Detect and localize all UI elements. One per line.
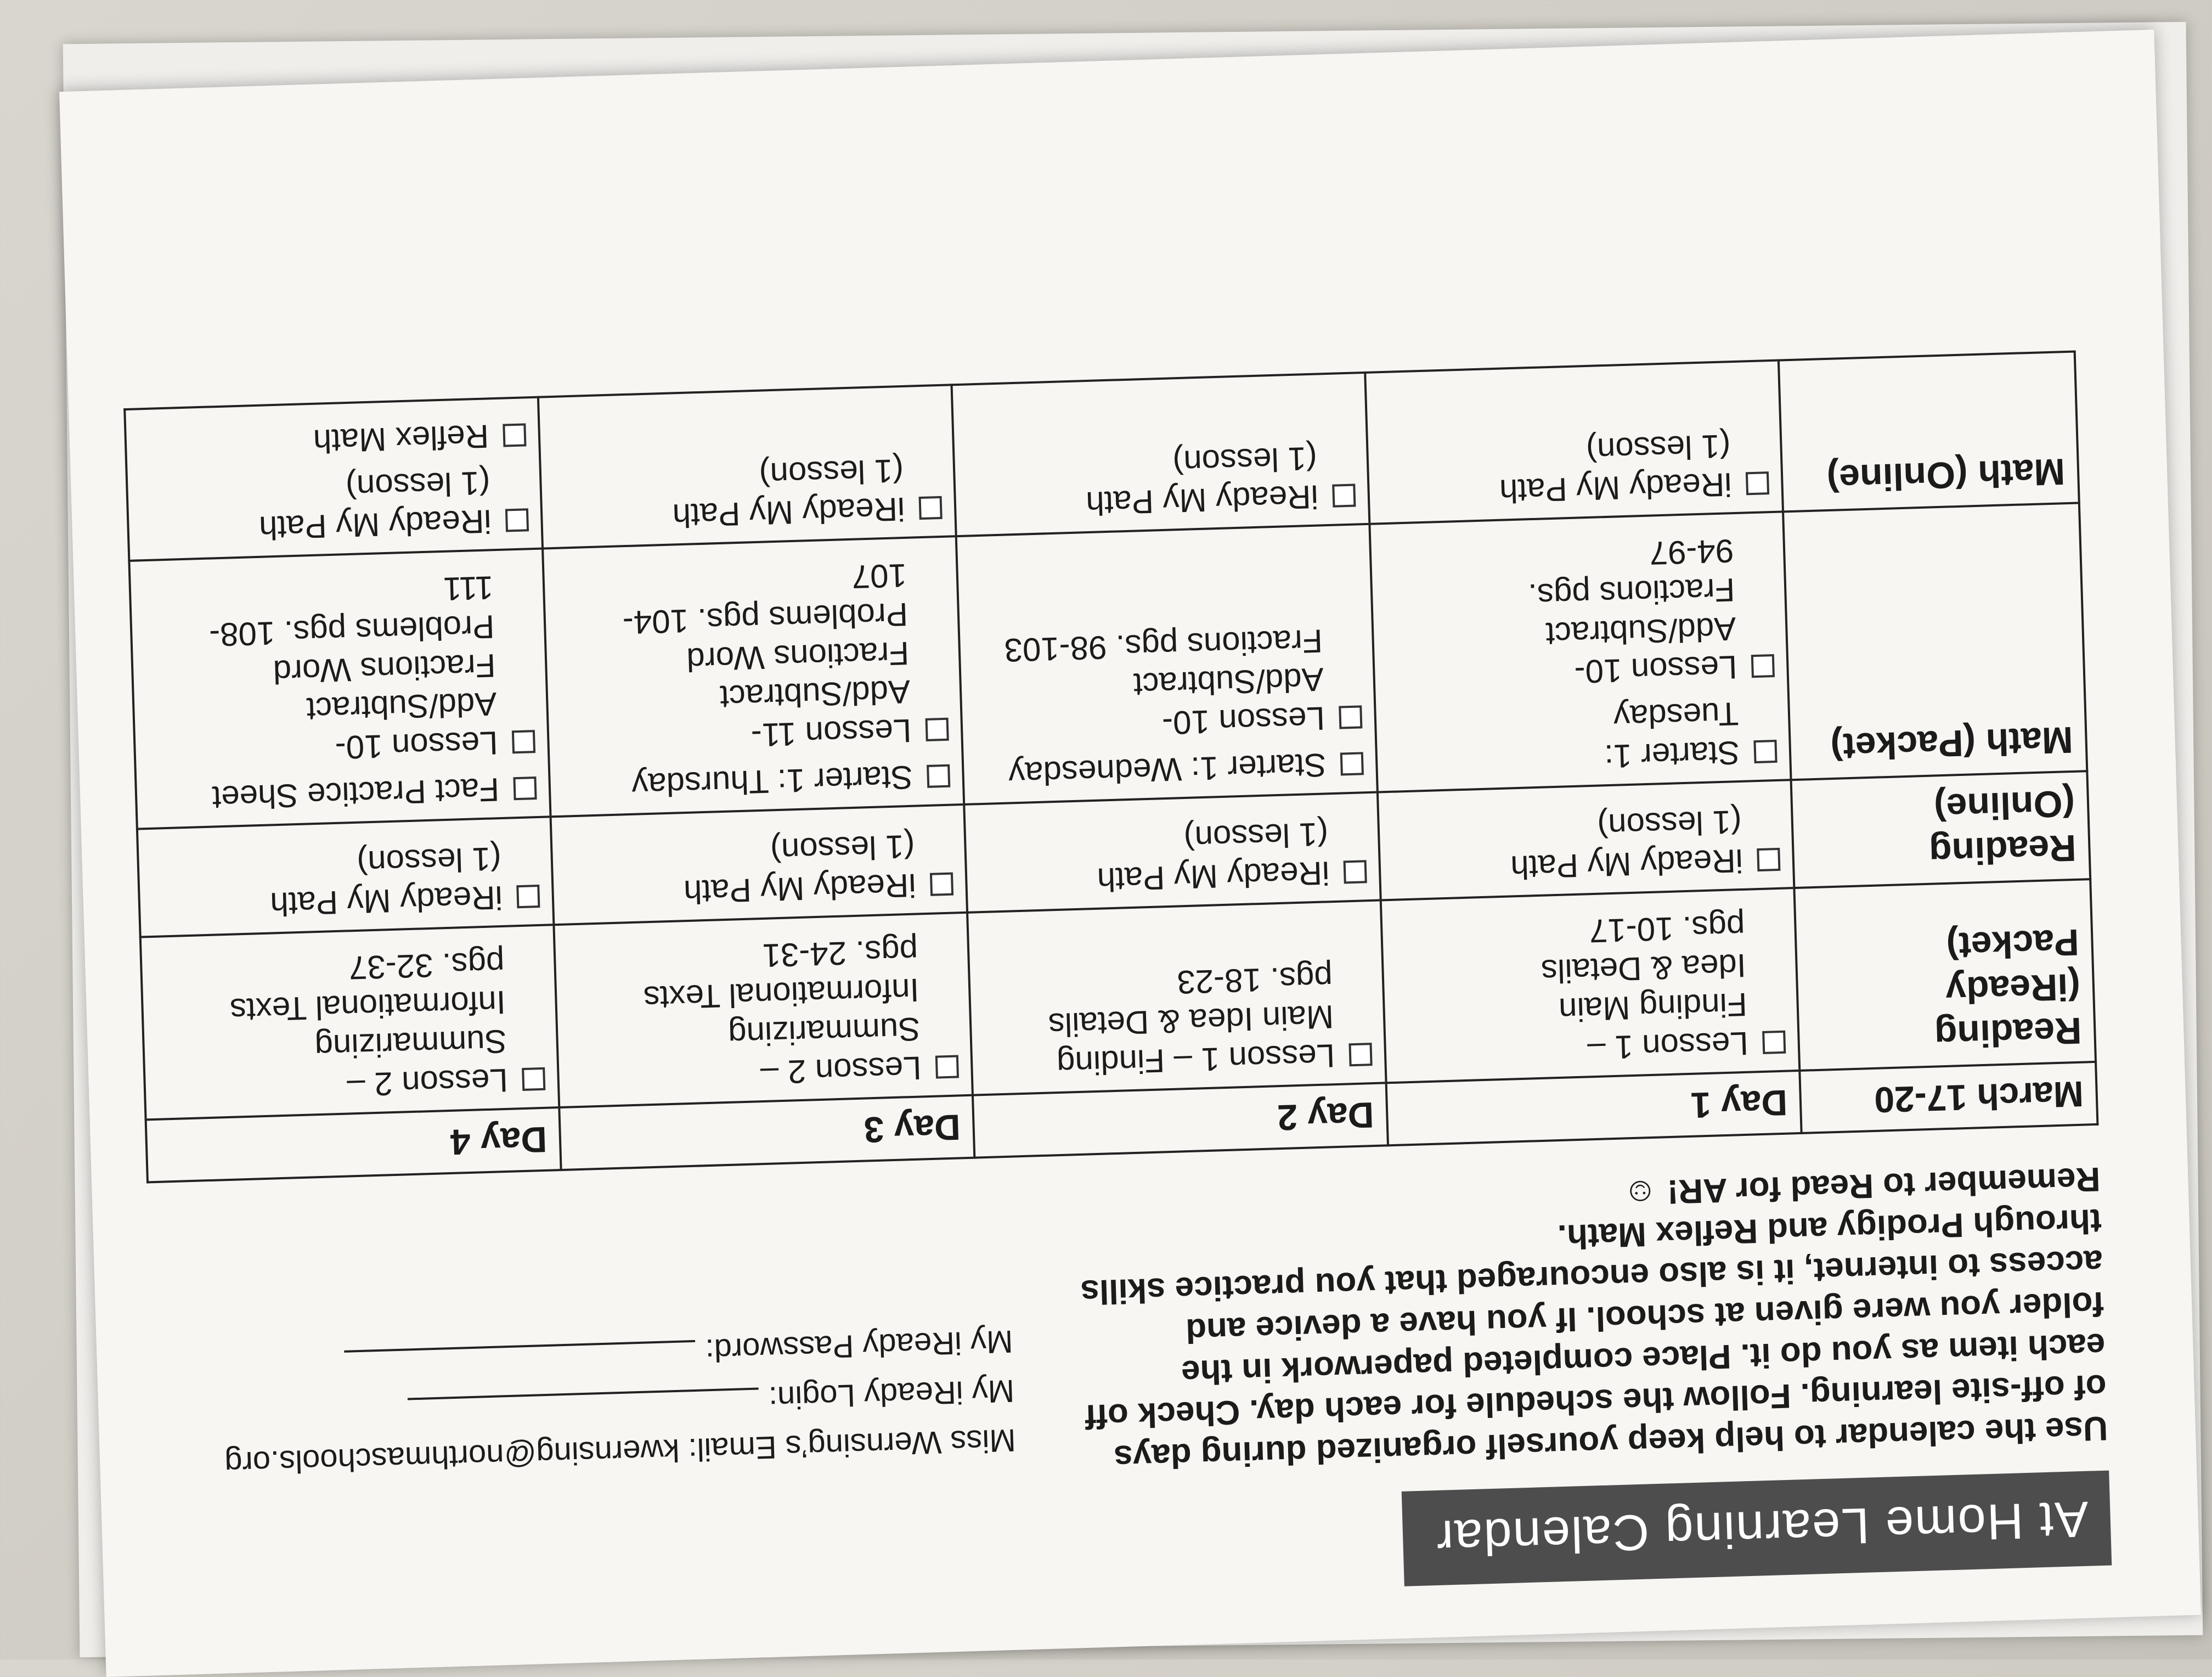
day-4-cell — [140, 925, 560, 1119]
checkbox[interactable] — [1348, 1043, 1372, 1066]
checkbox[interactable] — [919, 496, 943, 520]
checklist-item-text: iReady My Path (1 lesson) — [683, 828, 917, 910]
checkbox[interactable] — [516, 885, 540, 908]
checklist-item-text: Fact Practice Sheet — [211, 771, 500, 817]
checkbox[interactable] — [935, 1055, 959, 1078]
contact-info — [217, 1190, 1017, 1504]
checkbox[interactable] — [522, 1067, 545, 1091]
checklist-item — [151, 837, 540, 926]
checkbox[interactable] — [503, 423, 526, 447]
instructions-text: Use the calendar to help keep yourself organized during days of off-site learning. Follow the schedule for each day. Check off each item as you do it. Place completed paperwork in the folder you were given at school. If you have a device and access to internet, it is also encouraged that you practice skills through Prodigy and Reflex Math. — [1080, 1201, 2108, 1477]
checklist-item-text: Starter 1: Wednesday — [1008, 746, 1327, 793]
checklist-item — [143, 567, 535, 773]
day-3-cell — [543, 536, 964, 817]
day-1-cell — [1381, 888, 1800, 1083]
row-label: Math (Packet) — [1783, 503, 2087, 780]
checklist-item — [149, 768, 537, 819]
checklist-item — [556, 554, 949, 760]
checklist-item — [1395, 905, 1786, 1072]
checklist-item-text: iReady My Path (1 lesson) — [1085, 440, 1319, 522]
checklist-item-text: Lesson 2 – Summarizing Informational Texts pgs. 32-37 — [229, 945, 509, 1104]
checklist-item-text: Lesson 1 – Finding Main Idea & Details pgs. 18-23 — [1047, 959, 1336, 1082]
checkbox[interactable] — [1757, 847, 1780, 871]
checklist-item — [138, 415, 527, 465]
checklist-item — [1383, 530, 1775, 696]
checklist-item-text: Lesson 10- Add/Subtract Fractions Word Problems pgs. 108- 111 — [208, 569, 499, 767]
checklist-item — [567, 930, 959, 1097]
row-label: Reading (iReady Packet) — [1794, 879, 2096, 1071]
checklist-item — [562, 756, 951, 807]
header-day-4: Day 4 — [146, 1107, 561, 1182]
checkbox[interactable] — [1753, 740, 1777, 763]
checklist-item-text: Lesson 2 – Summarizing Informational Texts pgs. 24-31 — [642, 932, 922, 1091]
checklist-item-text: iReady My Path (1 lesson) — [1499, 427, 1733, 510]
checkbox[interactable] — [513, 776, 537, 800]
checkbox[interactable] — [1762, 1030, 1786, 1054]
day-2-cell — [952, 373, 1370, 537]
checklist-item — [1380, 425, 1770, 514]
row-label: Math (Online) — [1779, 351, 2079, 511]
checklist-item — [1388, 693, 1778, 781]
checklist-item — [553, 449, 943, 538]
checklist-item — [978, 813, 1367, 902]
day-1-cell — [1378, 780, 1794, 900]
checklist-item-text: iReady My Path (1 lesson) — [1096, 815, 1330, 898]
row-label: Reading (Online) — [1791, 771, 2091, 887]
checkbox[interactable] — [1344, 860, 1367, 883]
checklist-item-text: Lesson 10- Add/Subtract Fractions pgs. 94-97 — [1527, 532, 1738, 691]
checkbox[interactable] — [505, 509, 529, 532]
checklist-item-text: Lesson 10- Add/Subtract Fractions pgs. 98-103 — [1003, 622, 1325, 742]
ar-reminder: Remember to Read for AR! ☺ — [1622, 1160, 2101, 1212]
checklist-item — [967, 437, 1356, 526]
sheet-content — [156, 350, 2112, 1622]
day-2-cell — [964, 792, 1380, 913]
page-title: At Home Learning Calendar — [1401, 1471, 2112, 1586]
checklist-item-text: iReady My Path (1 lesson) — [258, 464, 492, 547]
day-4-cell — [125, 397, 543, 561]
checkbox[interactable] — [512, 730, 535, 753]
header-day-3: Day 3 — [559, 1095, 974, 1169]
login-label: My iReady Login: — [768, 1372, 1015, 1416]
day-3-cell — [551, 804, 967, 925]
day-1-cell — [1369, 512, 1791, 792]
instructions — [1074, 1158, 2108, 1479]
intro-row — [180, 1158, 2108, 1505]
password-label: My iReady Password: — [704, 1323, 1014, 1369]
day-3-cell — [538, 385, 956, 549]
checklist-item — [976, 744, 1364, 795]
day-1-cell — [1365, 360, 1783, 524]
checklist-item-text: Lesson 11- Add/Subtract Fractions Word Problems pgs. 104- 107 — [622, 556, 912, 754]
checklist-item-text: iReady My Path (1 lesson) — [269, 840, 503, 923]
header-week: March 17-20 — [1799, 1062, 2097, 1133]
checkbox[interactable] — [930, 872, 953, 896]
day-2-cell — [967, 900, 1386, 1095]
checkbox[interactable] — [1751, 655, 1775, 678]
header-day-1: Day 1 — [1386, 1071, 1802, 1145]
checklist-item-text: iReady My Path (1 lesson) — [1510, 803, 1743, 886]
day-3-cell — [554, 912, 973, 1107]
checkbox[interactable] — [1746, 471, 1769, 495]
calendar-sheet — [59, 30, 2201, 1677]
checklist-item — [972, 620, 1363, 747]
day-4-cell — [137, 817, 554, 937]
calendar-table — [123, 350, 2098, 1183]
day-4-cell — [129, 549, 550, 829]
day-2-cell — [956, 524, 1378, 804]
checklist-item-text: Starter 1: Tuesday — [1604, 695, 1741, 775]
checkbox[interactable] — [1340, 752, 1364, 775]
checklist-item-text: iReady My Path (1 lesson) — [672, 452, 906, 534]
checkbox[interactable] — [927, 764, 950, 788]
checkbox[interactable] — [926, 718, 949, 741]
login-blank[interactable] — [408, 1388, 759, 1400]
calendar-body — [125, 351, 2096, 1119]
header-day-2: Day 2 — [973, 1083, 1388, 1157]
checklist-item-text: Reflex Math — [312, 418, 489, 460]
checkbox[interactable] — [1339, 706, 1362, 729]
checklist-item — [1391, 801, 1781, 890]
checklist-item-text: Starter 1: Thursday — [631, 758, 913, 804]
checkbox[interactable] — [1332, 484, 1356, 508]
teacher-email: Miss Wernsing’s Email: kwernsing@northmaschools.org — [224, 1422, 1017, 1482]
checklist-item — [982, 957, 1373, 1085]
checklist-item-text: Lesson 1 – Finding Main Idea & Details pgs. 10-17 — [1541, 908, 1749, 1067]
checklist-item — [140, 462, 529, 550]
checklist-item — [154, 942, 546, 1109]
checklist-item — [565, 825, 954, 914]
password-blank[interactable] — [344, 1340, 695, 1353]
